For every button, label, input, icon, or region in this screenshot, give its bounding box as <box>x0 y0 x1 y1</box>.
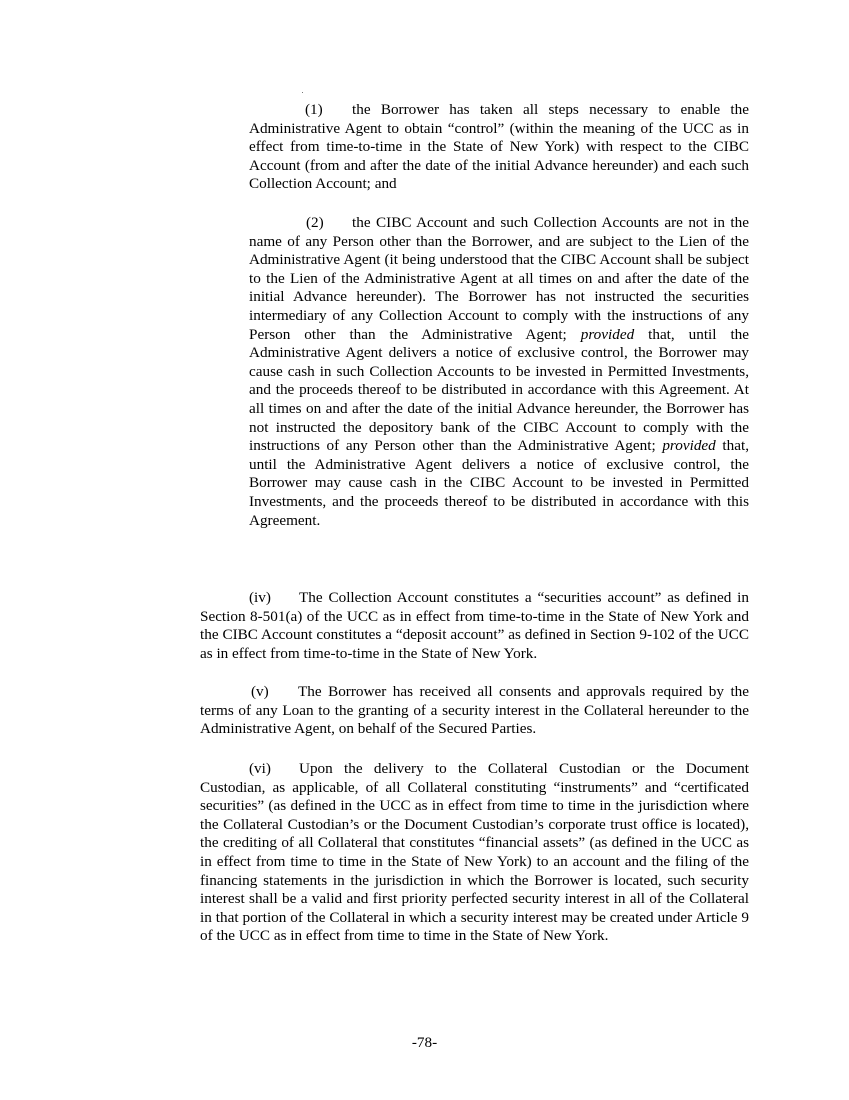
paragraph-vi-label: (vi) <box>249 760 271 777</box>
paragraph-2-emphasis-1: provided <box>580 325 635 343</box>
paragraph-2-text-c: that, until the Administrative Agent delivers a notice of exclusive control, the Borrower may cause cash in the CIBC Account to be invested in Permitted Investments, and the proceeds thereof to be distributed in accordance with this Agreement. <box>249 437 749 529</box>
paragraph-iv <box>200 589 749 663</box>
paragraph-2-text-a: the CIBC Account and such Collection Accounts are not in the name of any Person other than the Borrower, and are subject to the Lien of the Administrative Agent (it being understood that the CIBC Account shall be subject to the Lien of the Administrative Agent at all times on and after the date of the initial Advance hereunder). The Borrower has not instructed the securities intermediary of any Collection Account to comply with the instructions of any Person other than the Administrative Agent; <box>249 214 749 343</box>
paragraph-vi <box>200 760 749 946</box>
paragraph-2-emphasis-2: provided <box>662 437 716 455</box>
paragraph-v-text: The Borrower has received all consents and approvals required by the terms of any Loan to the granting of a security interest in the Collateral hereunder to the Administrative Agent, on behalf of the Secured Parties. <box>200 683 749 738</box>
paragraph-iv-label: (iv) <box>249 589 271 606</box>
paragraph-1-label: (1) <box>305 101 323 118</box>
scan-artifact-dot <box>302 92 303 93</box>
paragraph-2-label: (2) <box>306 214 324 231</box>
paragraph-vi-text: Upon the delivery to the Collateral Custodian or the Document Custodian, as applicable, of all Collateral constituting “instruments” and “certificated securities” (as defined in the UCC as in effect from time to time in the jurisdiction where the Collateral Custodian’s or the Document Custodian’s corporate trust office is located), the crediting of all Collateral that constitutes “financial assets” (as defined in the UCC as in effect from time to time in the State of New York) to an account and the filing of the financing statements in the jurisdiction in which the Borrower is located, such security interest shall be a valid and first priority perfected security interest in all of the Collateral in that portion of the Collateral in which a security interest may be created under Article 9 of the UCC as in effect from time to time in the State of New York. <box>200 760 749 945</box>
page-number: -78- <box>411 1034 438 1051</box>
paragraph-v-label: (v) <box>251 683 269 700</box>
paragraph-v <box>200 683 749 739</box>
paragraph-1-text: the Borrower has taken all steps necessary to enable the Administrative Agent to obtain “control” (within the meaning of the UCC as in effect from time-to-time in the State of New York) with respect to the CIBC Account (from and after the date of the initial Advance hereunder) and each such Collection Account; and <box>249 101 749 193</box>
paragraph-1 <box>249 101 749 194</box>
paragraph-2-text-b: that, until the Administrative Agent delivers a notice of exclusive control, the Borrower may cause cash in such Collection Accounts to be invested in Permitted Investments, and the proceeds thereof to be distributed in accordance with this Agreement. At all times on and after the date of the initial Advance hereunder, the Borrower has not instructed the depository bank of the CIBC Account to comply with the instructions of any Person other than the Administrative Agent; <box>249 325 749 455</box>
paragraph-iv-text: The Collection Account constitutes a “securities account” as defined in Section 8-501(a) of the UCC as in effect from time-to-time in the State of New York and the CIBC Account constitutes a “deposit account” as defined in Section 9-102 of the UCC as in effect from time-to-time in the State of New York. <box>200 589 749 662</box>
paragraph-2 <box>249 214 749 530</box>
